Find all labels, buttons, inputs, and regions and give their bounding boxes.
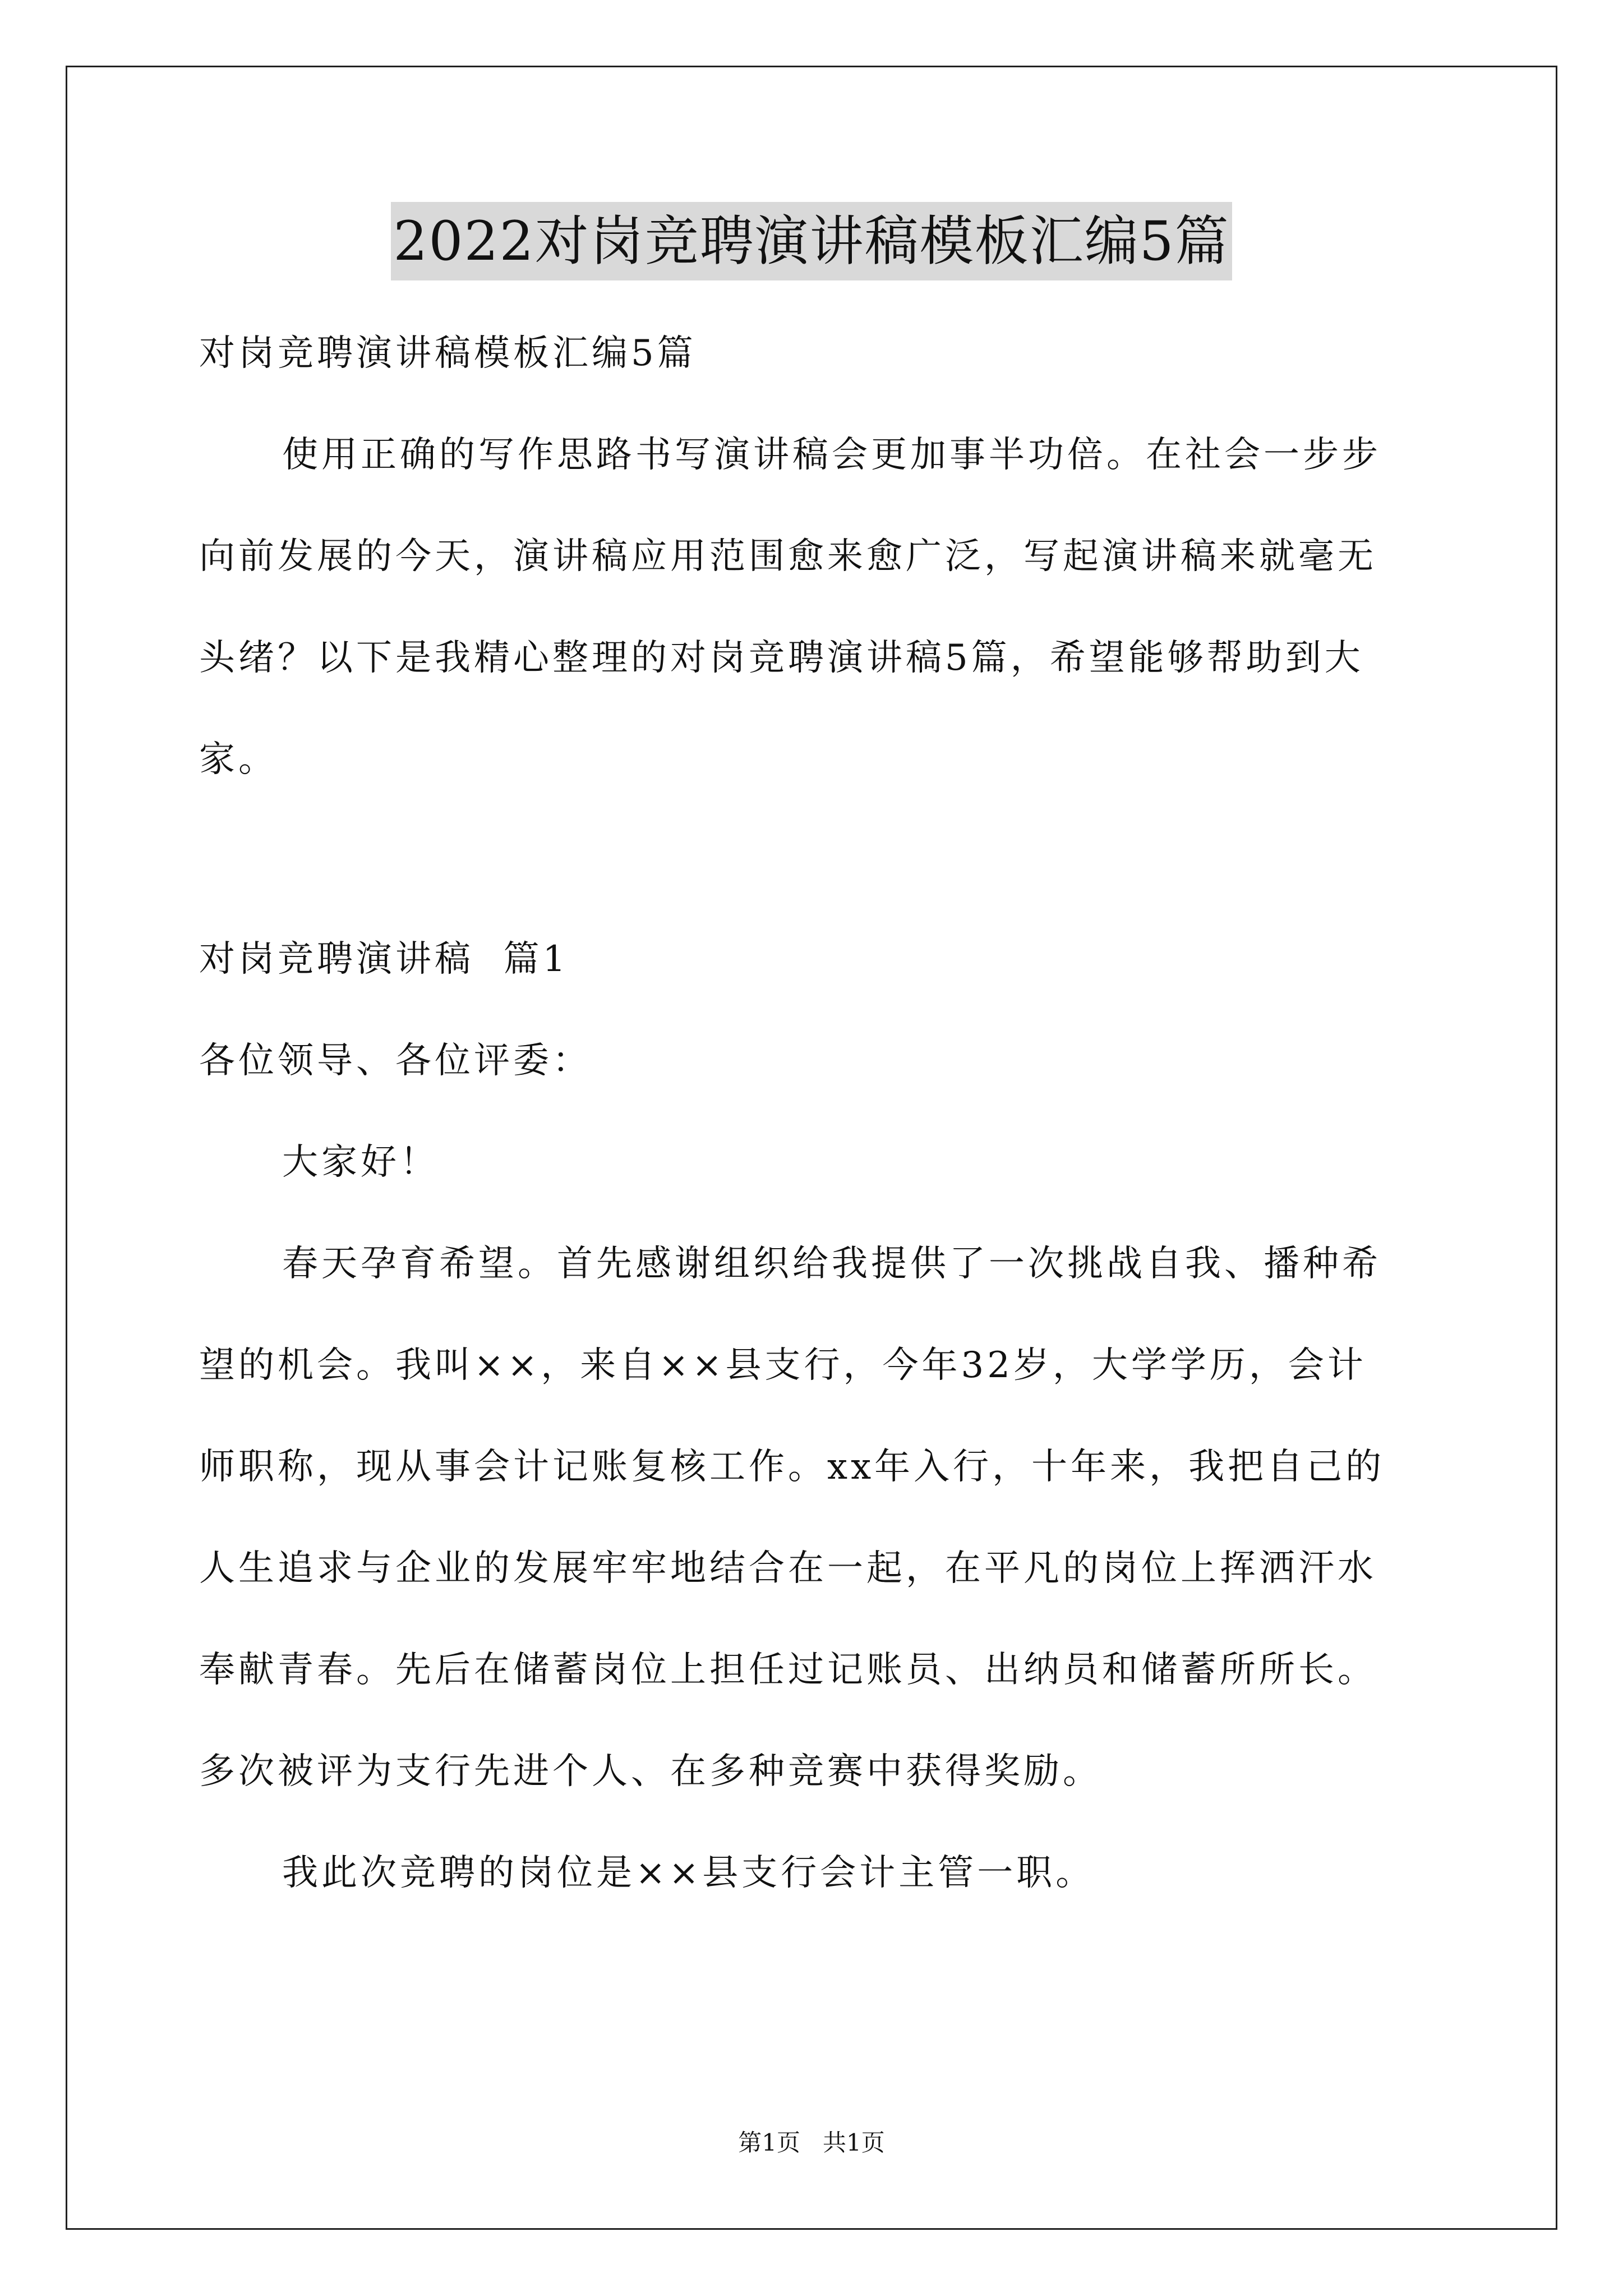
title-block (0, 202, 1623, 280)
closing-line: 我此次竞聘的岗位是××县支行会计主管一职。 (282, 1852, 1095, 1894)
section-gap (199, 811, 1427, 909)
section-heading: 对岗竞聘演讲稿 篇1 (199, 938, 569, 980)
body-line-5: 奉献青春。先后在储蓄岗位上担任过记账员、出纳员和储蓄所所长。 (199, 1649, 1377, 1691)
greeting: 大家好！ (282, 1142, 439, 1183)
document-subtitle: 对岗竞聘演讲稿模板汇编5篇 (199, 333, 697, 374)
salutation: 各位领导、各位评委： (199, 1040, 592, 1082)
page-number: 第1页 共1页 (738, 2129, 885, 2156)
intro-line-1: 使用正确的写作思路书写演讲稿会更加事半功倍。在社会一步步 (282, 434, 1381, 476)
intro-line-4: 家。 (199, 739, 278, 780)
body-line-3: 师职称，现从事会计记账复核工作。xx年入行，十年来，我把自己的 (199, 1446, 1385, 1488)
intro-line-2: 向前发展的今天，演讲稿应用范围愈来愈广泛，写起演讲稿来就毫无 (199, 536, 1377, 577)
body-line-6: 多次被评为支行先进个人、在多种竞赛中获得奖励。 (199, 1751, 1102, 1792)
body-line-4: 人生追求与企业的发展牢牢地结合在一起，在平凡的岗位上挥洒汗水 (199, 1548, 1377, 1589)
body-line-1: 春天孕育希望。首先感谢组织给我提供了一次挑战自我、播种希 (282, 1243, 1381, 1285)
body-line-2: 望的机会。我叫××，来自××县支行，今年32岁，大学学历，会计 (199, 1345, 1367, 1386)
intro-line-3: 头绪？以下是我精心整理的对岗竞聘演讲稿5篇，希望能够帮助到大 (199, 637, 1364, 679)
document-title: 2022对岗竞聘演讲稿模板汇编5篇 (391, 202, 1232, 280)
document-body (199, 303, 1427, 1924)
